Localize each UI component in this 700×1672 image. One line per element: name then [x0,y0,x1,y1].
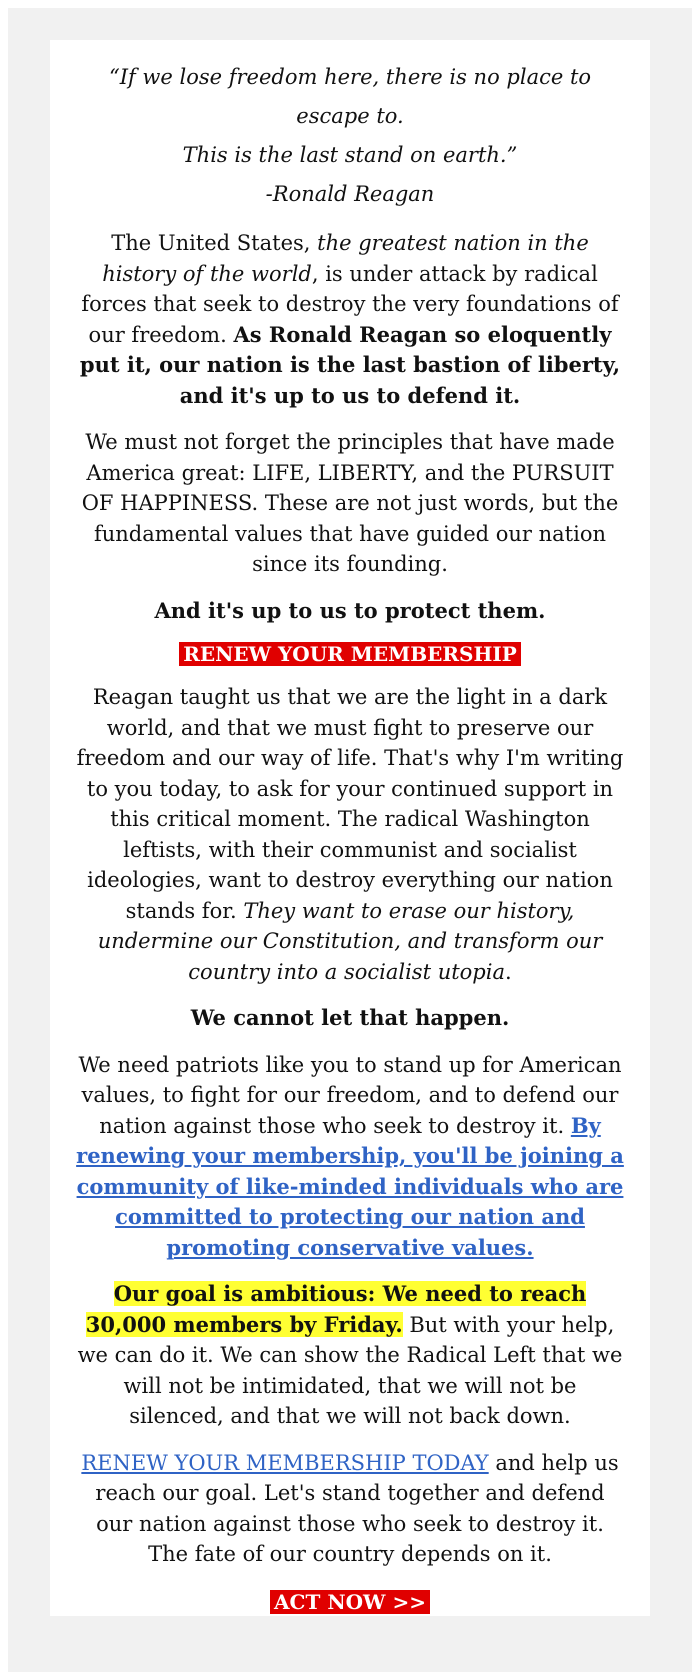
reagan-text-italic: They want to erase our history, undermine our Constitution, and transform our country into a socialist utopia [97,898,603,984]
cannot-let-happen-heading: We cannot let that happen. [190,1005,510,1030]
reagan-text-a: Reagan taught us that we are the light in a dark world, and that we must fight to preserve our freedom and our way of life. That's why I'm writing to you today, to ask for your continued support in this critical moment. The radical Washington leftists, with their communist and socialist ideologies, want to destroy everything our nation stands for. [76,685,624,923]
email-content [50,40,650,1614]
renew-membership-button[interactable]: RENEW YOUR MEMBERSHIP [179,642,521,666]
quote-author: -Ronald Reagan [265,182,435,206]
email-card [50,40,650,1616]
quote-line-1: “If we lose freedom here, there is no place to escape to. [108,65,592,128]
renew-today-paragraph [76,1448,624,1570]
intro-text-a: The United States, [111,231,318,255]
quote-line-2: This is the last stand on earth.” [182,143,518,167]
goal-highlight: Our goal is ambitious: We need to reach 30,000 members by Friday. [85,1281,587,1337]
goal-paragraph [76,1279,624,1432]
intro-text-italic: the greatest nation in the history of the world [102,231,589,286]
patriots-text: We need patriots like you to stand up for American values, to fight for our freedom, and to defend our nation against those who seek to destroy it. [78,1052,622,1138]
principles-paragraph: We must not forget the principles that have made America great: LIFE, LIBERTY, and the PURSUIT OF HAPPINESS. These are not just words, but the fundamental values that have guided our nation since its founding. [81,430,619,576]
email-background [8,8,692,1672]
patriots-paragraph [76,1050,624,1264]
reagan-text-c: . [505,959,512,984]
membership-benefits-link[interactable]: By renewing your membership, you'll be joining a community of like-minded individuals who are committed to protecting our nation and promoting conservative values. [76,1112,624,1260]
goal-text: But with your help, we can do it. We can show the Radical Left that we will not be intimidated, that we will not be silenced, and that we will not back down. [77,1312,623,1428]
intro-text-bold: As Ronald Reagan so eloquently put it, our nation is the last bastion of liberty, and it's up to us to defend it. [79,321,621,408]
intro-paragraph [76,228,624,411]
renew-today-text: and help us reach our goal. Let's stand together and defend our nation against those who seek to destroy it. The fate of our country depends on it. [95,1450,619,1566]
act-now-button-wrap [76,1590,624,1614]
act-now-button[interactable]: ACT NOW >> [270,1590,430,1614]
renew-today-link[interactable]: RENEW YOUR MEMBERSHIP TODAY [81,1450,489,1475]
protect-them-heading: And it's up to us to protect them. [154,597,546,623]
reagan-paragraph [76,682,624,987]
renew-membership-button-wrap [76,642,624,666]
intro-text-c: , is under attack by radical forces that seek to destroy the very foundations of our freedom. [81,261,619,347]
